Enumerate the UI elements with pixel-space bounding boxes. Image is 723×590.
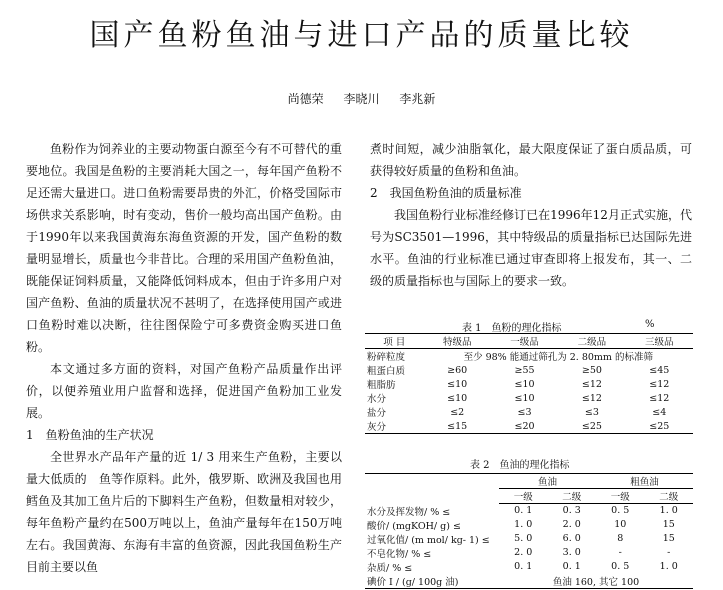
- paragraph: 煮时间短，减少油脂氧化，最大限度保证了蛋白质品质，可获得较好质量的鱼粉和鱼油。: [370, 142, 692, 178]
- row-label: 粗蛋白质: [367, 366, 406, 377]
- table-row: [365, 363, 693, 377]
- table-cell: ≥60: [447, 364, 468, 376]
- table-row: [365, 518, 693, 532]
- table-cell: ≤25: [581, 420, 602, 432]
- table-cell: 0. 1: [514, 561, 533, 572]
- column-header: 一级: [499, 489, 548, 504]
- group-header: 粗鱼油: [596, 474, 693, 489]
- table-1-caption: 表 1 鱼粉的理化指标: [462, 323, 562, 334]
- column-header: 二级: [548, 489, 597, 504]
- table-2-caption: 表 2 鱼油的理化指标: [470, 460, 570, 471]
- table-cell: 6. 0: [562, 533, 581, 544]
- table-cell: ≤25: [649, 420, 670, 432]
- row-label: 灰分: [367, 422, 387, 433]
- section-heading: 1 鱼粉鱼油的生产状况: [26, 428, 154, 442]
- author-list: [0, 90, 723, 107]
- table-cell: 10: [614, 519, 627, 530]
- row-label: 水分: [367, 394, 387, 405]
- author-name: 李兆新: [399, 92, 436, 106]
- table-1: [365, 333, 693, 434]
- table-cell: 0. 1: [514, 505, 533, 517]
- row-label: 碘价 I / (g/ 100g 油): [367, 576, 459, 588]
- table-cell: ≥55: [514, 364, 535, 376]
- table-cell: 5. 0: [514, 533, 533, 544]
- table-header-row: [365, 474, 693, 489]
- table-row: [365, 546, 693, 560]
- table-cell: ≤10: [447, 392, 468, 404]
- column-header: 三级品: [626, 334, 693, 349]
- table-cell: ≤12: [581, 392, 602, 404]
- section-heading: 2 我国鱼粉鱼油的质量标准: [370, 186, 522, 200]
- table-cell: 15: [662, 519, 675, 530]
- table-cell: ≤12: [649, 378, 670, 390]
- paragraph: 本文通过多方面的资料，对国产鱼粉产品质量作出评价，以便养殖业用户监督和选择，促进国产鱼粉加工业发展。: [26, 362, 342, 420]
- row-label: 不皂化物/ % ≤: [367, 548, 432, 560]
- column-header: 一级: [596, 489, 645, 504]
- row-label: 粉碎粒度: [367, 352, 406, 363]
- table-cell: -: [667, 547, 671, 558]
- table-row: [365, 560, 693, 574]
- row-label: 水分及挥发物/ % ≤: [367, 506, 451, 518]
- row-label: 过氧化值/ (m mol/ kg- 1) ≤: [367, 534, 490, 546]
- table-cell: ≤45: [649, 364, 670, 376]
- table-cell: ≥50: [581, 364, 602, 376]
- author-name: 李晓川: [343, 92, 380, 106]
- table-cell: ≤12: [649, 392, 670, 404]
- paragraph: 我国鱼粉行业标准经修订已在1996年12月正式实施，代号为SC3501—1996，其中特级品的质量指标已达国际先进水平。鱼油的行业标准已通过审查即将上报发布，其一、二级的质量指标也与国际上的要求一致。: [370, 208, 692, 288]
- row-label: 杂质/ % ≤: [367, 562, 413, 574]
- table-cell: 2. 0: [562, 519, 581, 530]
- table-header-row: [365, 334, 693, 349]
- table-cell: 1. 0: [659, 505, 678, 517]
- table-row: [365, 391, 693, 405]
- table-2: [365, 473, 693, 589]
- table-cell: ≤15: [447, 420, 468, 432]
- table-cell: 1. 0: [514, 519, 533, 530]
- table-cell: ≤3: [517, 406, 532, 418]
- column-header: 一级品: [491, 334, 558, 349]
- table-row: [365, 574, 693, 589]
- table-cell: 15: [662, 533, 675, 544]
- row-label: 酸价/ (mgKOH/ g) ≤: [367, 520, 461, 532]
- table-cell: 2. 0: [514, 547, 533, 558]
- merged-cell: 至少 98% 能通过筛孔为 2. 80mm 的标准筛: [463, 352, 653, 363]
- merged-cell: 鱼油 160, 其它 100: [552, 576, 640, 588]
- table-cell: ≤10: [447, 378, 468, 390]
- paper-title: 国产鱼粉鱼油与进口产品的质量比较: [89, 18, 634, 53]
- column-header: [365, 474, 499, 504]
- table-cell: 0. 5: [611, 505, 630, 517]
- column-header: 项 目: [365, 334, 424, 349]
- table-cell: 0. 3: [562, 505, 581, 517]
- paragraph: 全世界水产品年产量的近 1/ 3 用来生产鱼粉，主要以量大低质的 鱼等作原料。此外，俄罗斯、欧洲及我国也用鳕鱼及其加工鱼片后的下脚料生产鱼粉，但数量相对较少，每年鱼粉产量约在500万吨以上，鱼油产量每年在150万吨左右。我国黄海、东海有丰富的鱼资源，因此我国鱼粉生产目前主要以鱼: [26, 450, 342, 574]
- paragraph: 鱼粉作为饲养业的主要动物蛋白源至今有不可替代的重要地位。我国是鱼粉的主要消耗大国之一，每年国产鱼粉不足还需大量进口。进口鱼粉需要昂贵的外汇，价格受国际市场供求关系影响，时有变动，售价一般均高出国产鱼粉。由于1990年以来我国黄海东海鱼资源的开发，国产鱼粉的数量明显增长，质量也今非昔比。合理的采用国产鱼粉鱼油，既能保证饲料质量，又能降低饲料成本，但由于许多用户对国产鱼粉、鱼油的质量状况不甚明了，在选择使用国产或进口鱼粉时难以决断，往往图保险宁可多费资金购买进口鱼粉。: [26, 142, 342, 354]
- left-column: [26, 138, 342, 578]
- table-cell: ≤3: [584, 406, 599, 418]
- group-header: 鱼油: [499, 474, 596, 489]
- table-cell: 0. 1: [562, 561, 581, 572]
- table-cell: 0. 5: [611, 561, 630, 572]
- table-cell: 8: [617, 533, 624, 544]
- table-cell: ≤4: [652, 406, 667, 418]
- row-label: 粗脂肪: [367, 380, 396, 391]
- column-header: 特级品: [424, 334, 491, 349]
- table-row: [365, 532, 693, 546]
- table-cell: ≤10: [514, 392, 535, 404]
- table-cell: ≤20: [514, 420, 535, 432]
- table-cell: ≤10: [514, 378, 535, 390]
- table-cell: -: [618, 547, 622, 558]
- author-name: 尚德荣: [287, 92, 324, 106]
- table-row: [365, 419, 693, 434]
- table-cell: ≤12: [581, 378, 602, 390]
- table-cell: 3. 0: [562, 547, 581, 558]
- column-header: 二级品: [558, 334, 625, 349]
- table-row: [365, 504, 693, 518]
- right-column: [370, 138, 692, 292]
- table-row: [365, 349, 693, 364]
- column-header: 二级: [645, 489, 694, 504]
- table-1-unit: %: [645, 319, 655, 330]
- table-cell: 1. 0: [659, 561, 678, 572]
- row-label: 盐分: [367, 408, 387, 419]
- table-cell: ≤2: [450, 406, 465, 418]
- table-row: [365, 405, 693, 419]
- table-row: [365, 377, 693, 391]
